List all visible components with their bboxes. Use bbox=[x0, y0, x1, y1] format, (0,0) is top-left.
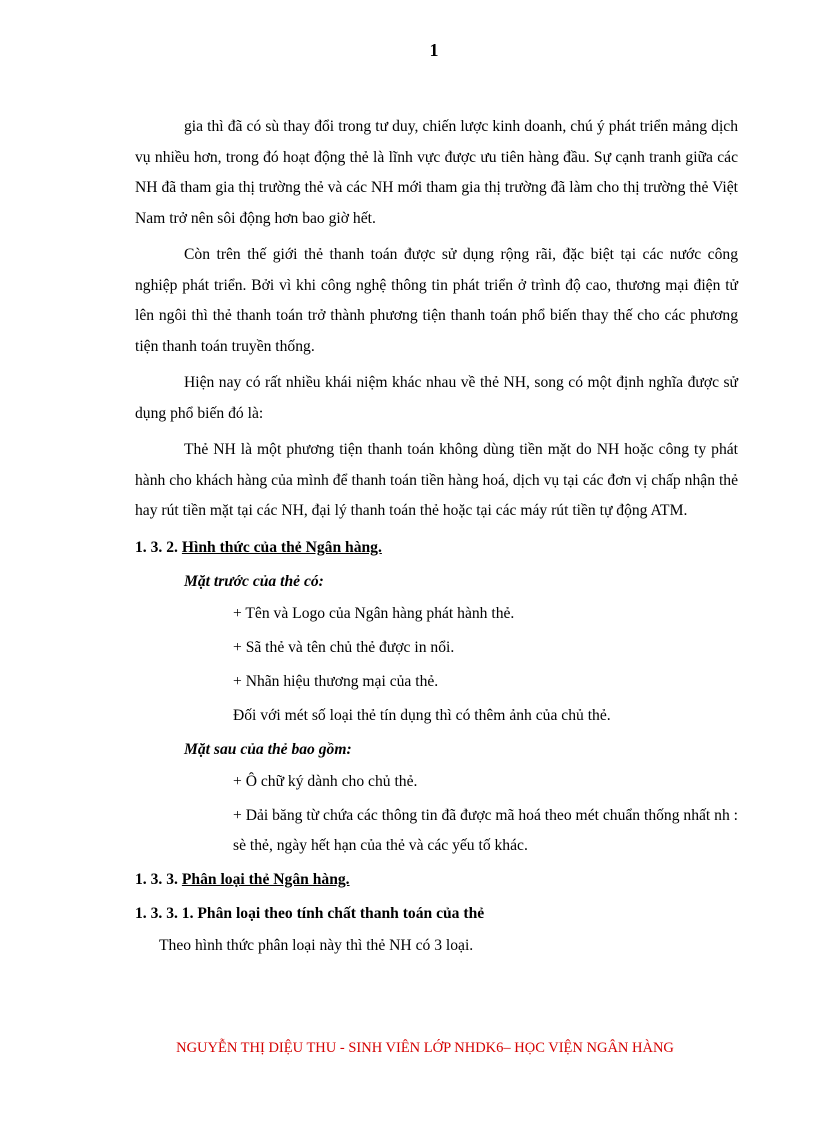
document-body bbox=[135, 112, 738, 961]
section-title: Phân loại thẻ Ngân hàng. bbox=[181, 870, 350, 888]
page-footer: NGUYỄN THỊ DIỆU THU - SINH VIÊN LỚP NHDK6– HỌC VIỆN NGÂN HÀNG bbox=[176, 1040, 674, 1056]
front-item: + Sã thẻ và tên chủ thẻ được in nổi. bbox=[233, 638, 455, 656]
front-item: Đối với mét số loại thẻ tín dụng thì có thêm ảnh của chủ thẻ. bbox=[233, 706, 611, 724]
front-item: + Tên và Logo của Ngân hàng phát hành thẻ. bbox=[233, 604, 515, 622]
page-number: 1 bbox=[429, 40, 439, 60]
subsection-intro: Theo hình thức phân loại này thì thẻ NH có 3 loại. bbox=[159, 936, 474, 954]
section-number: 1. 3. 3. bbox=[135, 870, 178, 888]
back-item: + Dải băng từ chứa các thông tin đã được mã hoá theo mét chuẩn thống nhất nh : sè thẻ, ngày hết hạn của thẻ và các yếu tố khác. bbox=[233, 806, 738, 854]
section-number: 1. 3. 2. bbox=[135, 538, 178, 556]
paragraph-2: Còn trên thế giới thẻ thanh toán được sử dụng rộng rãi, đặc biệt tại các nước công nghiệp phát triển. Bởi vì khi công nghệ thông tin phát triển ở trình độ cao, thương mại điện tử lên ngôi thì thẻ thanh toán trở thành phương tiện thanh toán phổ biến thay thế cho các phương tiện thanh toán truyền thống. bbox=[135, 246, 738, 355]
front-item: + Nhãn hiệu thương mại của thẻ. bbox=[233, 672, 439, 690]
paragraph-4: Thẻ NH là một phương tiện thanh toán không dùng tiền mặt do NH hoặc công ty phát hành cho khách hàng của mình để thanh toán tiền hàng hoá, dịch vụ tại các đơn vị chấp nhận thẻ hay rút tiền mặt tại các NH, đại lý thanh toán thẻ hoặc tại các máy rút tiền tự động ATM. bbox=[135, 441, 738, 519]
section-heading-133 bbox=[135, 865, 738, 895]
section-heading-132 bbox=[135, 533, 738, 563]
front-side-heading: Mặt trước của thẻ có: bbox=[184, 572, 324, 590]
section-title: Hình thức của thẻ Ngân hàng. bbox=[181, 538, 382, 556]
back-side-heading: Mặt sau của thẻ bao gồm: bbox=[184, 740, 352, 758]
subsection-heading-1331: 1. 3. 3. 1. Phân loại theo tính chất thanh toán của thẻ bbox=[135, 904, 485, 922]
paragraph-1: gia thì đã có sù thay đổi trong tư duy, chiến lược kinh doanh, chú ý phát triển mảng dịch vụ nhiều hơn, trong đó hoạt động thẻ là lĩnh vực được ưu tiên hàng đầu. Sự cạnh tranh giữa các NH đã tham gia thị trường thẻ và các NH mới tham gia thị trường đã làm cho thị trường thẻ Việt Nam trở nên sôi động hơn bao giờ hết. bbox=[135, 118, 738, 227]
back-item: + Ô chữ ký dành cho chủ thẻ. bbox=[233, 772, 418, 790]
paragraph-3: Hiện nay có rất nhiều khái niệm khác nhau về thẻ NH, song có một định nghĩa được sử dụng phổ biến đó là: bbox=[135, 374, 738, 422]
